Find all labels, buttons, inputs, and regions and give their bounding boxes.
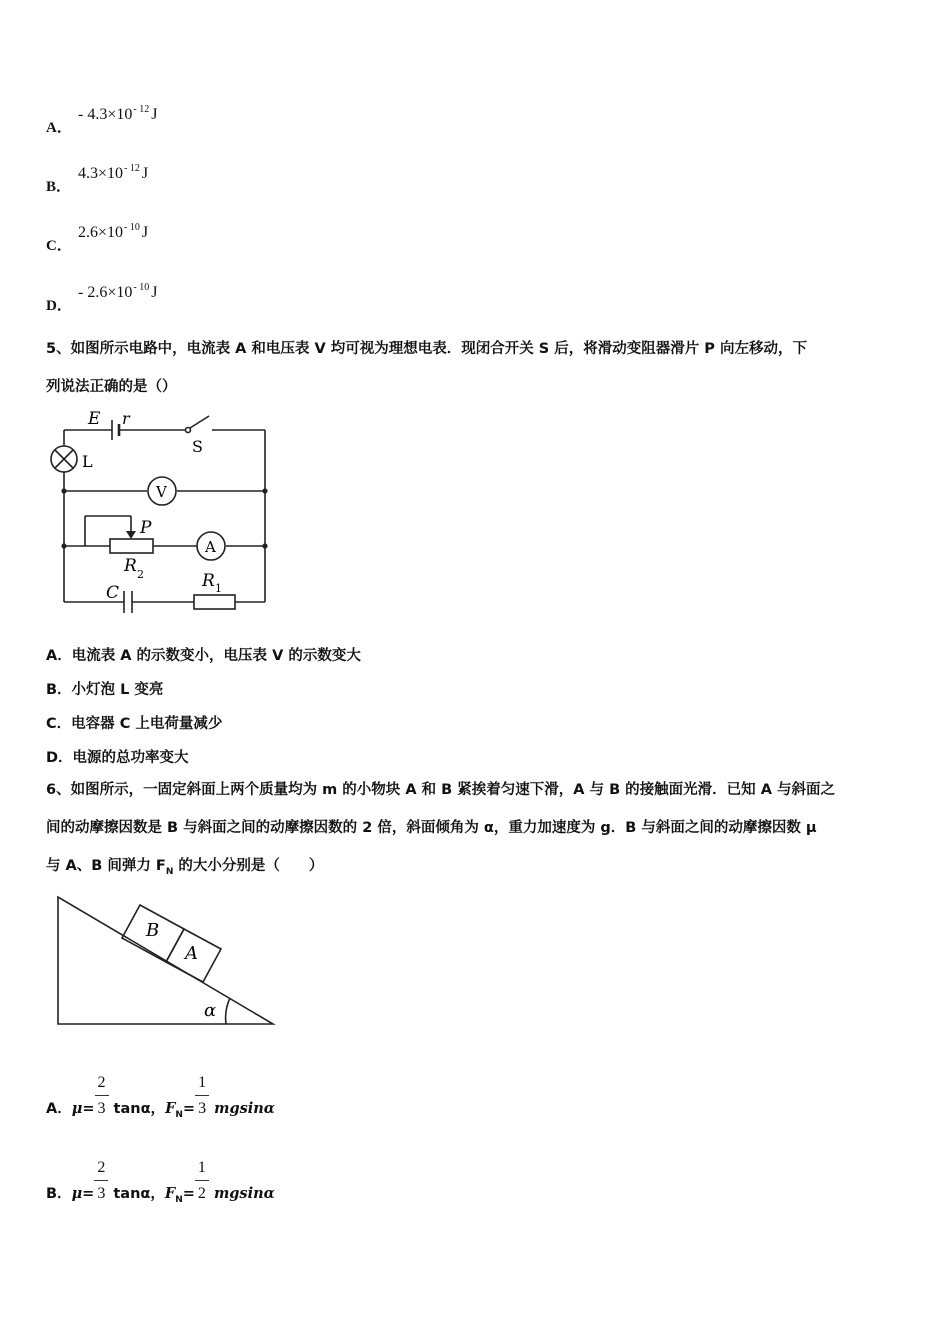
label-block-b: B [146, 920, 160, 941]
mantissa: 2.6 [87, 284, 108, 301]
mu-label: μ= [71, 1100, 95, 1117]
q6-stem-line-3 [46, 847, 835, 891]
force-label: F [164, 1185, 176, 1202]
equals: = [182, 1186, 195, 1202]
times: × [107, 106, 117, 123]
q5-option-a: A．电流表 A 的示数变小，电压表 V 的示数变大 [46, 648, 361, 664]
option-letter: C． [46, 238, 72, 254]
unit: J [151, 284, 158, 301]
denominator: 3 [97, 1100, 106, 1117]
q6-stem-line-2: 间的动摩擦因数是 B 与斜面之间的动摩擦因数的 2 倍，斜面倾角为 α，重力加速度为 g．B 与斜面之间的动摩擦因数 μ [46, 820, 817, 836]
fraction-bar [195, 1095, 209, 1096]
fraction-force [195, 1159, 209, 1204]
force-expression: mgsinα [208, 1185, 275, 1202]
circuit-diagram [40, 402, 280, 617]
incline-diagram [50, 890, 285, 1032]
tan-term: tanα， [108, 1101, 166, 1117]
angle-arc [226, 998, 230, 1024]
q5-stem-line-2: 列说法正确的是（） [46, 379, 177, 395]
sign: - [78, 106, 88, 123]
fraction-bar [95, 1095, 109, 1096]
q6-option-a [46, 1074, 275, 1120]
subscript: N [175, 1109, 183, 1120]
times: × [98, 224, 108, 241]
option-letter: A． [46, 120, 72, 136]
exponent: - 10 [124, 222, 140, 233]
option-value [78, 282, 157, 302]
label-v: V [156, 483, 167, 501]
exponent: - 12 [124, 163, 140, 174]
junction-dot [61, 543, 66, 548]
rheostat-r2 [110, 539, 153, 553]
times: × [98, 165, 108, 182]
junction-dot [262, 543, 267, 548]
q6-stem-line-3-text: 与 A、B 间弹力 F [46, 858, 166, 874]
tan-term: tanα， [108, 1186, 165, 1202]
q6-stem-line-1: 6、如图所示，一固定斜面上两个质量均为 m 的小物块 A 和 B 紧挨着匀速下滑，A 与 B 的接触面光滑．已知 A 与斜面之 [46, 782, 835, 798]
switch-blade [190, 416, 209, 428]
q6-option-b [46, 1159, 275, 1205]
option-letter: B． [46, 1186, 72, 1202]
numerator: 1 [198, 1074, 207, 1091]
label-p: P [140, 518, 152, 538]
equals: = [182, 1101, 196, 1117]
numerator: 2 [97, 1074, 106, 1091]
fraction-force [195, 1074, 209, 1119]
slider-arrow-icon [126, 531, 136, 539]
force-label: F [165, 1100, 176, 1117]
force-expression: mgsinα [209, 1100, 275, 1117]
unit: J [141, 224, 149, 241]
option-value [78, 222, 148, 242]
mantissa: 4.3 [78, 165, 98, 182]
fraction-bar [94, 1180, 108, 1181]
mu-label: μ= [71, 1185, 95, 1202]
unit: J [141, 165, 149, 182]
exponent: - 12 [133, 104, 150, 115]
subscript: N [165, 866, 174, 877]
numerator: 1 [197, 1159, 206, 1176]
label-block-a: A [185, 943, 198, 964]
option-letter: D． [46, 298, 72, 314]
option-value [78, 104, 157, 124]
fraction-bar [195, 1180, 209, 1181]
q5-stem [46, 330, 807, 406]
denominator: 3 [198, 1100, 207, 1117]
option-letter: B． [46, 179, 72, 195]
label-s: S [192, 437, 203, 456]
subscript: N [175, 1194, 183, 1205]
q5-option-d: D．电源的总功率变大 [46, 750, 189, 766]
mantissa: 2.6 [78, 224, 98, 241]
numerator: 2 [97, 1159, 106, 1176]
label-c: C [106, 583, 120, 603]
q5-option-c: C．电容器 C 上电荷量减少 [46, 716, 223, 732]
switch-pivot [186, 428, 191, 433]
junction-dot [262, 488, 267, 493]
sign: - [78, 284, 88, 301]
fraction-mu [94, 1159, 108, 1204]
label-r2-sub: 2 [137, 568, 144, 581]
junction-dot [61, 488, 66, 493]
label-r: r [122, 409, 130, 428]
label-e: E [88, 409, 101, 429]
mantissa: 4.3 [87, 106, 108, 123]
label-r2: R [124, 556, 137, 576]
denominator: 3 [97, 1185, 106, 1202]
base: 10 [107, 224, 124, 241]
q6-stem-line-3-end: 的大小分别是（ ） [173, 858, 324, 874]
base: 10 [116, 106, 133, 123]
q5-option-b: B．小灯泡 L 变亮 [46, 682, 164, 698]
base: 10 [116, 284, 133, 301]
label-alpha: α [204, 1000, 217, 1021]
label-r1-sub: 1 [215, 582, 222, 595]
option-value [78, 163, 148, 183]
fraction-mu [95, 1074, 109, 1119]
label-a: A [205, 538, 216, 556]
exponent: - 10 [133, 282, 150, 293]
unit: J [151, 106, 158, 123]
q6-stem [46, 771, 835, 891]
resistor-r1 [194, 595, 235, 609]
times: × [107, 284, 117, 301]
label-r1: R [202, 571, 215, 591]
q5-stem-line-1: 5、如图所示电路中，电流表 A 和电压表 V 均可视为理想电表．现闭合开关 S 后，将滑动变阻器滑片 P 向左移动，下 [46, 341, 807, 357]
label-l: L [82, 452, 93, 471]
incline-triangle [58, 897, 273, 1024]
base: 10 [107, 165, 124, 182]
option-letter: A． [46, 1101, 72, 1117]
denominator: 2 [197, 1185, 206, 1202]
